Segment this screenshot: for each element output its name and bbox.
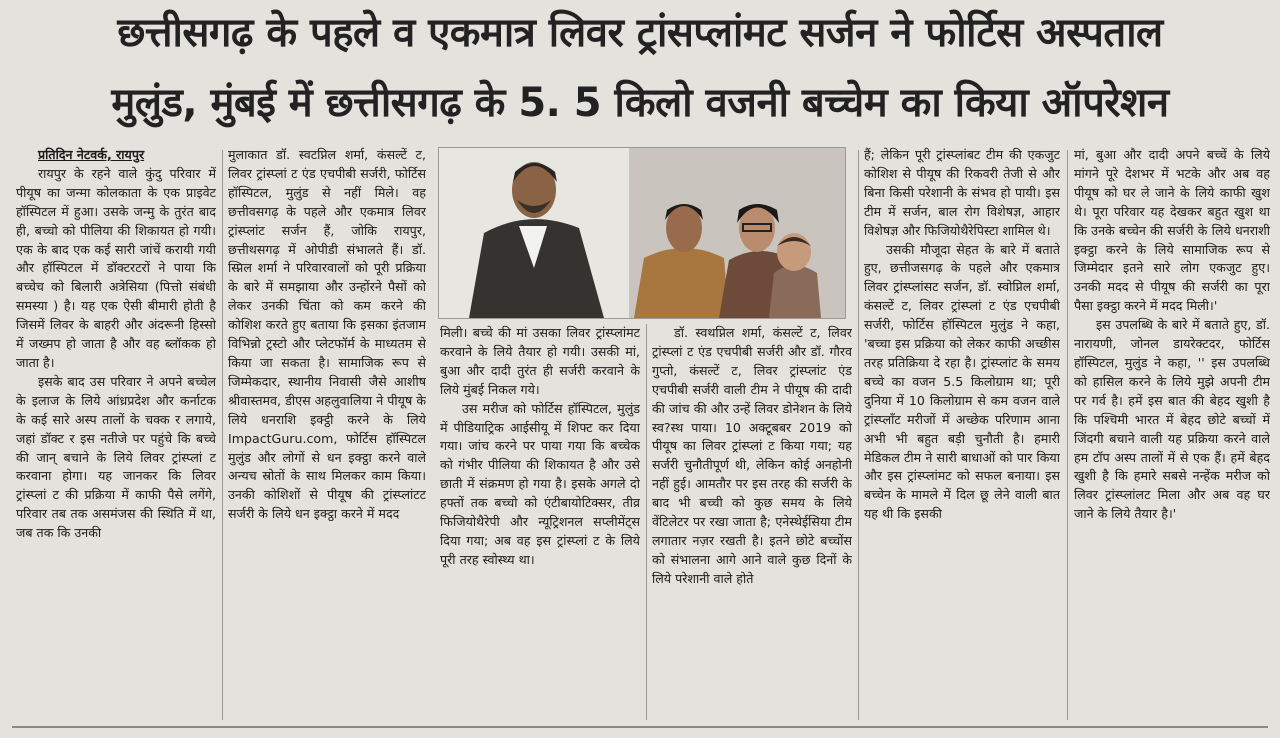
article-column-6 [1074,146,1270,736]
paragraph: उस मरीज को फोर्टिस हॉस्पिटल, मुलुंड में पीडियाट्रिक आईसीयू में शिफ्ट कर दिया गया। जांच करने पर पाया गया कि बच्चेक को गंभीर पीलिया की शिकायत है और उसे छाती में संक्रमण हो गया है। इसके अगले दो हफ्तों तक बच्चो को एंटीबायोटिक्सर, तीव्र फिजियोथैरेपी और न्यूट्रिशनल सप्लीमेंट्स दिया गया; अब वह इस ट्रांस्प्लां ट के लिये पूरी तरह स्वोस्थ्य था। [440,400,640,567]
paragraph: मुलाकात डॉ. स्वटप्निल शर्मा, कंसल्टें ट, लिवर ट्रांस्प्लां ट एंड एचपीबी सर्जरी, फोर्टिस हॉस्पिटल, मुलुंड से नहीं मिले। वह छत्तीवसगढ़ के पहले और एकमात्र लिवर ट्रांस्प्लांट सर्जन हैं, जोकि रायपुर, छत्तीथसगढ़ में ओपीडी संभालते हैं। डॉ. स्प्निल शर्मा ने परिवारवालों को पूरी प्रक्रिया के बारे में समझाया और उन्होंरने पैसों को लेकर उनकी चिंता को कम करने की कोशिश करते हुए बताया कि इसका इंतजाम विभिन्नो ट्रस्टो और प्लेटफॉर्म के माध्यतम से किया जा सकता है। सामाजिक रूप से जिम्मेकदार, स्थानीय निवासी जैसे आशीष श्रीवास्तमव, डीएस अहलुवालिया ने पीयूष के लिये धनराशि इक्ट्ठी करने के लिये ImpactGuru.com, फोर्टिस हॉस्पिटल मुलुंड और लोगों से धन इक्ट्ठा करने वाले अन्यच स्रोतों के साथ मिलकर काम किया। उनकी कोशिशों से पीयूष की ट्रांस्प्लांटट सर्जरी के लिये धन इक्ट्ठा करने में मदद [228,147,426,522]
column-divider [1067,150,1068,720]
paragraph: इसके बाद उस परिवार ने अपने बच्चेल के इलाज के लिये आंध्रप्रदेश और कर्नाटक के कई सारे अस्प तालों के चक्क र लगाये, जहां डॉक्ट र इस नतीजे पर पहुंचे कि बच्चे की जान् बचाने के लिये लिवर ट्रांस्प्लां ट करवाना होगा। यह जानकर कि लिवर ट्रांस्प्लां ट की प्रक्रिया में काफी पैसे लगेंगे, परिवार तब तक असमंजस की स्थिति में था, जब तक कि उनकी [16,373,216,541]
article-column-3 [440,324,640,738]
paragraph: रायपुर के रहने वाले कुंदु परिवार में पीयूष का जन्मा कोलकाता के एक प्राइवेट हॉस्पिटल में हुआ। उसके जन्मु के तुरंत बाद ही, बच्चो को पीलिया की शिकायत हो गयी। एक के बाद एक कई सारी जांचें करायी गयी और हॉस्पिटल में डॉक्टरटरों ने पाया कि बच्चेच को बिलारी अत्रेसिया (पित्तो संबंधी समस्या ) है। यह एक ऐसी बीमारी होती है जिसमें लिवर के बाहरी और अंदरूनी हिस्सो में जख्मप हो जाता है और वह ब्लॉकक हो जाता है। [16,165,216,370]
paragraph: मां, बुआ और दादी अपने बच्चें के लिये मांगने पूरे देशभर में भटके और अब वह पीयूष को घर ले जाने के लिये काफी खुश थे। पूरा परिवार यह देखकर बहुत खुश था कि उनके बच्चेन की सर्जरी के लिये धनराशी इक्ट्ठा करने के लिये सामाजिक रूप से जिम्मेदार इतने सारे लोग एकजुट हुए। उनकी मदद से पीयूष की सर्जरी का पूरा पैसा इक्ट्ठा करने में मदद मिली।' [1074,147,1270,314]
paragraph: डॉ. स्वथप्निल शर्मा, कंसल्टें ट, लिवर ट्रांस्प्लां ट एंड एचपीबी सर्जरी और डॉ. गौरव गुप्तो, कंसल्टें ट, लिवर ट्रांस्प्लांट एंड एचपीबी सर्जरी वाली टीम ने पीयूष की दादी की जांच की और उन्हें लिवर डोनेशन के लिये स्व?स्थ पाया। 10 अक्टूबबर 2019 को पीयूष का लिवर ट्रांस्प्लां ट किया गया; यह सर्जरी चुनौतीपूर्ण थी, लेकिन कोई अनहोनी नहीं हुई। आमतौर पर इस तरह की सर्जरी के बाद भी बच्ची को कुछ समय के लिये वेंटिलेटर पर रखा जाता है; एनेस्थेईसिया टीम लगातार नज़र रखती है। इतने छोटे बच्चोंस को संभालना आगे आने वाले कुछ दिनों के लिये परेशानी वाले होते [652,325,852,586]
paragraph: हैं; लेकिन पूरी ट्रांस्प्लांबट टीम की एकजुट कोशिश से पीयूष की रिकवरी तेजी से और बिना किसी परेशानी के संभव हो पायी। इस टीम में सर्जन, बाल रोग विशेषज्ञ, आहार विशेषज्ञ और फिजियोथैरेपिस्टा शामिल थे। [864,147,1060,238]
bottom-rule [12,726,1268,728]
article-column-2 [228,146,426,736]
paragraph: मिली। बच्चे की मां उसका लिवर ट्रांस्प्लांमट करवाने के लिये तैयार हो गयी। उसकी मां, बुआ और दादी तुरंत ही सर्जरी करवाने के लिये मुंबई निकल गये। [440,325,640,397]
byline: प्रतिदिन नेटवर्क, रायपुर [38,147,145,162]
article-column-1 [16,146,216,736]
article-column-4 [652,324,852,738]
paragraph: इस उपलब्धि के बारे में बताते हुए, डॉ. नारायणी, जोनल डायरेक्टदर, फोर्टिस हॉस्पिटल, मुलुंड ने कहा, '' इस उपलब्धि को हासिल करने के लिये मुझे अपनी टीम पर गर्व है। हमें इस बात की बेहद खुशी है कि पश्चिमी भारत में बेहद छोटे बच्चों में जिंदगी बचाने वाली यह प्रक्रिया करने वाले हम टॉप अस्प तालों में से एक हैं। हमें बेहद खुशी है कि हमारे सबसे नन्हेंक मरीज को लिवर ट्रांस्प्लांलट मिला और अब वह घर जाने के लिये तैयार है।' [1074,317,1270,522]
article-column-5 [864,146,1060,736]
column-divider [858,150,859,720]
paragraph: उसकी मौजूदा सेहत के बारे में बताते हुए, छत्तीजसगढ़ के पहले और एकमात्र लिवर ट्रांस्प्लांसट सर्जन, डॉ. स्वोप्निल शर्मा, कंसल्टें ट, लिवर ट्रांस्प्लां ट एंड एचपीबी सर्जरी, फोर्टिस हॉस्पिटल मुलुंड ने कहा, 'बच्चा इस प्रक्रिया को लेकर काफी अच्छीस तरह प्रतिक्रिया दे रहा है। ट्रांस्प्लांट के समय बच्चे का वजन 5.5 किलोग्राम था; पूरी दुनिया में 10 किलोग्राम से कम वजन वाले ट्रांस्प्लाँट मरीजों में अच्छेक परिणाम आना अभी भी बहुत बड़ी चुनौती है। हमारी मेडिकल टीम ने सारी बाधाओं को पार किया और इस ट्रांस्प्लांमट को सफल बनाया। इस बच्चेन के मामले में दिल छू लेने वाली बात यह थी कि इसकी [864,241,1060,522]
headline-line-1: छत्तीसगढ़ के पहले व एकमात्र लिवर ट्रांसप्लांमट सर्जन ने फोर्टिस अस्पताल [117,10,1163,56]
headline-line-2: मुलुंड, मुंबई में छत्तीसगढ़ के 5. 5 किलो वजनी बच्चेम का किया ऑपरेशन [111,80,1169,126]
column-divider [222,150,223,720]
photo-illustration [439,148,845,318]
news-photo [438,147,846,319]
column-divider [646,324,647,720]
